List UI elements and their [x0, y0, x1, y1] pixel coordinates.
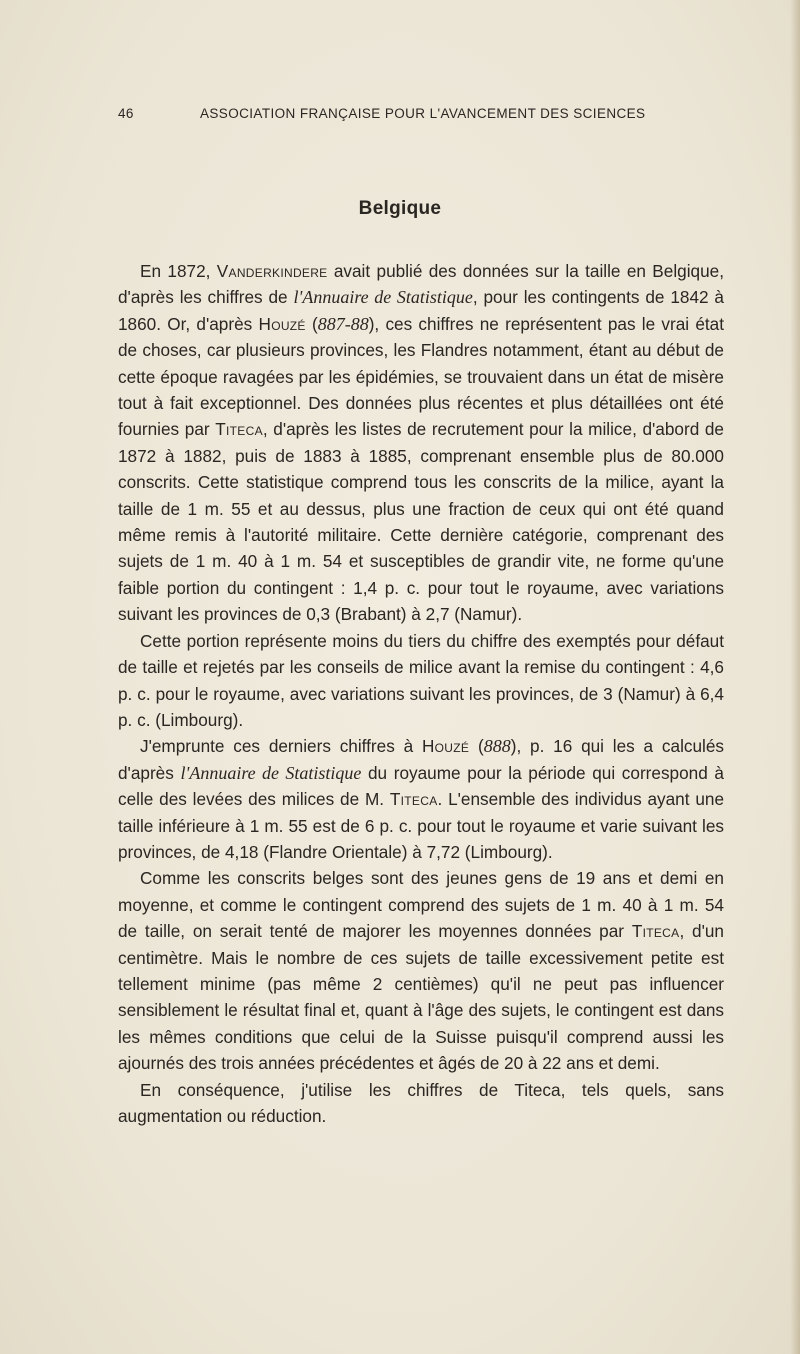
running-head: ASSOCIATION FRANÇAISE POUR L'AVANCEMENT DES SCIENCES — [200, 106, 646, 121]
paragraph — [118, 258, 724, 628]
text-run: ( — [305, 313, 318, 334]
section-title: Belgique — [358, 198, 442, 219]
author-name: Vanderkindere — [216, 261, 328, 281]
body-text — [118, 258, 724, 1129]
paragraph — [118, 865, 724, 1076]
reference-number: 888 — [483, 736, 511, 757]
text-run: , d'un centimètre. Mais le nombre de ces sujets de taille excessivement petite est tellement minime (pas même 2 centièmes) qu'il ne peut pas influencer sensiblement le résultat final et, quant à l'âge des sujets, le contingent est dans les mêmes conditions que celui de la Suisse puisqu'il comprend aussi les ajournés des trois années précédentes et âgés de 20 à 22 ans et demi. — [118, 921, 724, 1074]
text-run: , d'après les listes de recrutement pour la milice, d'abord de 1872 à 1882, puis de 1883 à 1885, comprenant ensemble plus de 80.000 conscrits. Cette statistique comprend tous les conscrits de la milice, ayant la taille de 1 m. 55 et au dessus, plus une fraction de ceux qui ont été quand même remis à l'autorité militaire. Cette dernière catégorie, comprenant des sujets de 1 m. 40 à 1 m. 54 et susceptibles de grandir vite, ne forme qu'une faible portion du contingent : 1,4 p. c. pour tout le royaume, avec variations suivant les provinces de 0,3 (Brabant) à 2,7 (Namur). — [118, 419, 724, 625]
italic-title: l'Annuaire de Statistique — [180, 762, 362, 783]
author-name: Titeca — [631, 921, 680, 942]
text-run: avait publié des données sur la taille en Belgique, d'après les chiffres de — [118, 261, 724, 308]
reference-number: 887-88 — [317, 313, 369, 334]
text-run: , pour les contingents de 1842 à 1860. Or, d'après — [118, 287, 724, 334]
text-run: du royaume pour la période qui correspond à celle des levées des milices de M. — [118, 762, 724, 810]
author-name: Titeca — [215, 419, 263, 440]
author-name: Houzé — [421, 736, 470, 757]
paragraph: En conséquence, j'utilise les chiffres de Titeca, tels quels, sans augmentation ou réduction. — [118, 1079, 724, 1126]
author-name: Houzé — [258, 313, 306, 334]
paragraph: Cette portion représente moins du tiers du chiffre des exemptés pour défaut de taille et rejetés par les conseils de milice avant la remise du contingent : 4,6 p. c. pour le royaume, avec variations suivant les provinces, de 3 (Namur) à 6,4 p. c. (Limbourg). — [118, 630, 724, 730]
page-number: 46 — [118, 106, 134, 121]
text-run: ( — [469, 736, 484, 757]
text-run: J'emprunte ces derniers chiffres à — [140, 736, 422, 757]
text-run: ), p. 16 qui les a calculés d'après — [118, 736, 725, 783]
paragraph — [118, 733, 724, 865]
text-run: En 1872, — [140, 261, 217, 281]
page-header — [118, 106, 648, 121]
text-run: . L'ensemble des individus ayant une taille inférieure à 1 m. 55 est de 6 p. c. pour tout le royaume et varie suivant les provinces, de 4,18 (Flandre Orientale) à 7,72 (Limbourg). — [118, 789, 724, 862]
author-name: Titeca — [389, 789, 438, 810]
text-run: Comme les conscrits belges sont des jeunes gens de 19 ans et demi en moyenne, et comme le contingent comprend des sujets de 1 m. 40 à 1 m. 54 de taille, on serait tenté de majorer les moyennes données par — [118, 868, 724, 942]
text-run: ), ces chiffres ne représentent pas le vrai état de choses, car plusieurs provinces, les Flandres notamment, étant au début de cette époque ravagées par les épidémies, se trouvaient dans un état de misère tout à fait exceptionnel. Des données plus récentes et plus détaillées ont été fournies par — [118, 313, 725, 440]
italic-title: l'Annuaire de Statistique — [293, 287, 473, 308]
